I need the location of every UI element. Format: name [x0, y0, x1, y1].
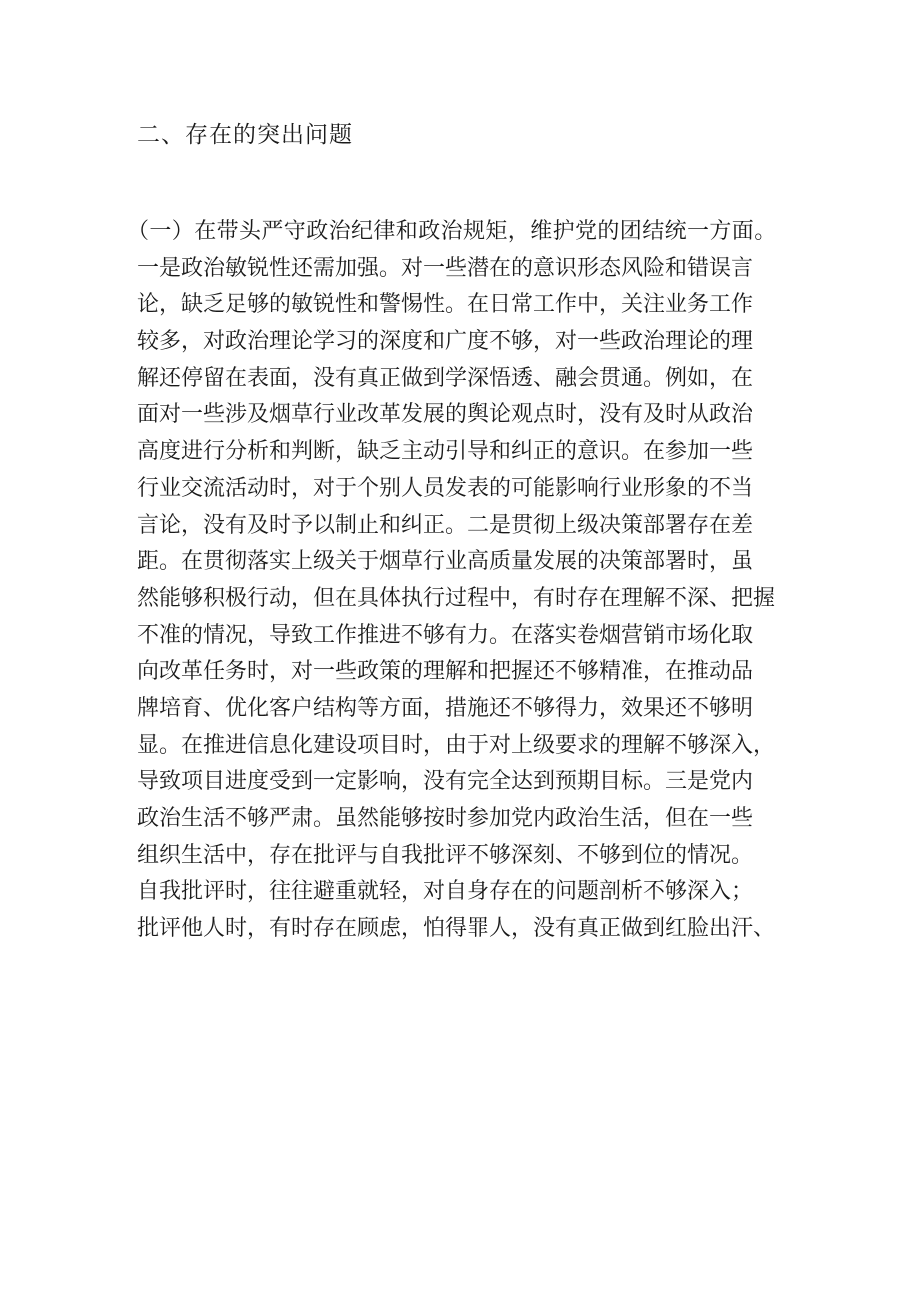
text-line: 自我批评时，往往避重就轻，对自身存在的问题剖析不够深入；: [137, 879, 754, 905]
text-line: 不准的情况，导致工作推进不够有力。在落实卷烟营销市场化取: [137, 622, 754, 648]
text-line: 面对一些涉及烟草行业改革发展的舆论观点时，没有及时从政治: [137, 402, 754, 428]
text-line: 行业交流活动时，对于个别人员发表的可能影响行业形象的不当: [137, 475, 754, 501]
text-line: 政治生活不够严肃。虽然能够按时参加党内政治生活，但在一些: [137, 806, 754, 831]
text-line: 较多，对政治理论学习的深度和广度不够，对一些政治理论的理: [137, 329, 754, 355]
text-line: 言论，没有及时予以制止和纠正。二是贯彻上级决策部署存在差: [137, 512, 754, 538]
text-line: 然能够积极行动，但在具体执行过程中，有时存在理解不深、把握: [137, 585, 776, 611]
text-line: 解还停留在表面，没有真正做到学深悟透、融会贯通。例如，在: [137, 365, 754, 391]
text-line: 距。在贯彻落实上级关于烟草行业高质量发展的决策部署时，虽: [137, 549, 754, 575]
text-line: 高度进行分析和判断，缺乏主动引导和纠正的意识。在参加一些: [137, 439, 754, 465]
text-line: 导致项目进度受到一定影响，没有完全达到预期目标。三是党内: [137, 769, 754, 795]
text-line: 显。在推进信息化建设项目时，由于对上级要求的理解不够深入，: [137, 732, 776, 758]
text-line: 一是政治敏锐性还需加强。对一些潜在的意识形态风险和错误言: [137, 255, 754, 281]
section-heading: 二、存在的突出问题: [137, 122, 353, 148]
text-line: （一）在带头严守政治纪律和政治规矩，维护党的团结统一方面。: [127, 219, 777, 244]
text-line: 论，缺乏足够的敏锐性和警惕性。在日常工作中，关注业务工作: [137, 292, 754, 318]
body-paragraph: [127, 214, 797, 948]
text-line: 批评他人时，有时存在顾虑，怕得罪人，没有真正做到红脸出汗、: [137, 916, 776, 942]
text-line: 向改革任务时，对一些政策的理解和把握还不够精准，在推动品: [137, 659, 754, 685]
text-line: 牌培育、优化客户结构等方面，措施还不够得力，效果还不够明: [137, 695, 754, 721]
text-line: 组织生活中，存在批评与自我批评不够深刻、不够到位的情况。: [137, 842, 754, 868]
